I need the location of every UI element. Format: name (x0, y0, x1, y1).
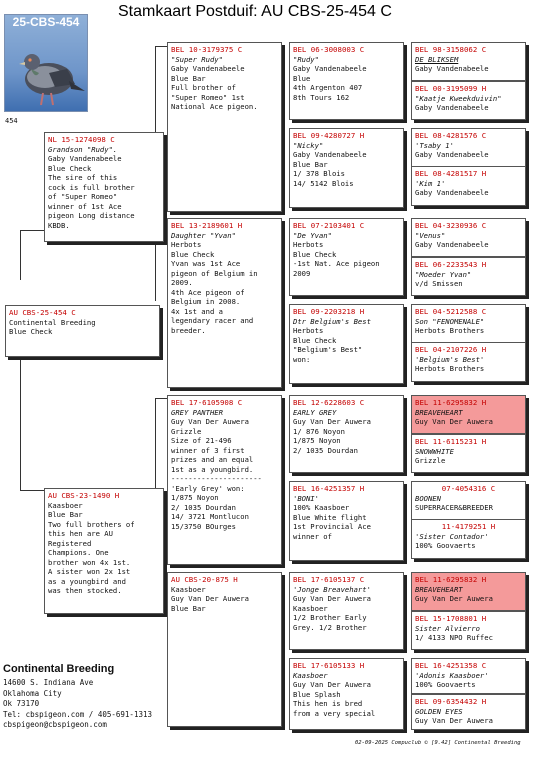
g3-name: 'Tsaby 1' (415, 140, 454, 150)
g2-ring: BEL 00-3195099 H (415, 84, 487, 93)
ssd-line: Gaby Vandenabeele (293, 150, 367, 159)
g13-line: Guy Van Der Auwera (415, 594, 493, 603)
ds-line: 1/875 Noyon (171, 493, 219, 502)
dam-line: Blue Bar (48, 510, 83, 519)
g11-line: SUPERRACER&BREEDER (415, 503, 493, 512)
g14-line: 1/ 4133 NPO Ruffec (415, 633, 493, 642)
sdd-line: Blue Check (293, 335, 337, 345)
connector-sire-h (20, 230, 44, 231)
g3-ring: BEL 08-4281576 C (415, 131, 487, 140)
dd-ring: AU CBS-20-875 H (171, 575, 238, 584)
ssd-ring: BEL 09-4280727 H (293, 131, 365, 140)
ds-line: 1st as a youngbird. (171, 464, 254, 474)
sd-ring: BEL 13-2189601 H (171, 221, 243, 230)
ss-line: Blue Bar (171, 73, 206, 83)
g8-name: 'Belgium's Best' (415, 354, 485, 364)
sire-name: Grandson "Rudy". (48, 144, 118, 154)
subject-line: Continental Breeding (9, 317, 96, 327)
dam-line: Two full brothers of (48, 519, 135, 529)
ssd-line: Blue Bar (293, 159, 328, 169)
g2-line: Gaby Vandenabeele (415, 103, 489, 112)
sd-box (167, 218, 282, 388)
dsd-box (289, 481, 404, 561)
breeder-city: Oklahoma City (3, 688, 62, 698)
sds-line: 2009 (293, 268, 311, 278)
g13-ring: BEL 11-6295832 H (415, 575, 487, 584)
ddd-name: Kaasboer (293, 670, 328, 680)
ssd-box (289, 128, 404, 208)
ddd-line: Guy Van Der Auwera (293, 680, 371, 689)
sdd-name: Dtr Belgium's Best (293, 316, 371, 326)
sss-line: Gaby Vandenabeele (293, 64, 367, 73)
dds-box (289, 572, 404, 650)
sss-line: Blue (293, 73, 311, 83)
dss-ring: BEL 12-6228603 C (293, 398, 365, 407)
dam-line: as a youngbird and (48, 576, 126, 586)
breeder-name: Continental Breeding (3, 663, 115, 675)
sdd-line: won: (293, 354, 311, 364)
dd-box (167, 572, 282, 727)
ss-line: National Ace pigeon. (171, 102, 258, 111)
g16-name: GOLDEN EYES (415, 706, 463, 716)
ds-ring: BEL 17-6105908 C (171, 398, 243, 407)
g15-box (411, 658, 526, 694)
connector-ds-h (155, 398, 167, 399)
sds-ring: BEL 07-2103401 C (293, 221, 365, 230)
sss-box (289, 42, 404, 120)
g7-ring: BEL 04-5212588 C (415, 307, 487, 316)
sd-line: Herbots (171, 240, 202, 249)
sdd-line: "Belgium's Best" (293, 345, 363, 354)
g9-ring: BEL 11-6295832 H (415, 398, 487, 407)
sdd-ring: BEL 09-2203218 H (293, 307, 365, 316)
g11-name: BOONEN (415, 493, 441, 503)
g14-name: Sister Alvierro (415, 623, 480, 633)
ssd-line: 14/ 5142 Blois (293, 178, 354, 188)
ss-box (167, 42, 282, 212)
g6-box (411, 257, 526, 296)
sdd-box (289, 304, 404, 384)
ds-box (167, 395, 282, 565)
dds-line: Kaasboer (293, 603, 328, 613)
sds-line: Blue Check (293, 249, 337, 259)
g13-name: BREAVEHEART (415, 584, 463, 594)
ds-line: 2/ 1035 Dourdan (171, 502, 236, 512)
g6-line: v/d Smissen (415, 279, 463, 288)
g16-box (411, 694, 526, 730)
g12-line: 100% Goovaerts (415, 541, 476, 550)
g2-name: "Kaatje Kweekduivin" (415, 93, 502, 103)
sds-name: "De Yvan" (293, 230, 332, 240)
dds-line: 1/2 Brother Early (293, 613, 367, 622)
ds-line: 'Early Grey' won: (171, 483, 245, 493)
g2-box (411, 81, 526, 120)
ss-name: "Super Rudy" (171, 54, 223, 64)
g8-line: Herbots Brothers (415, 364, 485, 373)
g10-ring: BEL 11-6115231 H (415, 437, 487, 446)
g16-line: Guy Van Der Auwera (415, 716, 493, 725)
g4-ring: BEL 08-4281517 H (415, 169, 487, 178)
ddd-line: from a very special (293, 708, 376, 718)
dam-ring: AU CBS-23-1490 H (48, 491, 120, 500)
g9-line: Guy Van Der Auwera (415, 417, 493, 426)
connector-dam-h (20, 490, 44, 491)
g4-box (411, 166, 526, 206)
g15-line: 100% Goovaerts (415, 680, 476, 689)
g7-line: Herbots Brothers (415, 326, 485, 335)
g1-name: DE BLIKSEM (415, 54, 459, 64)
ssd-name: "Nicky" (293, 140, 324, 150)
g15-name: 'Adonis Kaasboer' (415, 670, 489, 680)
ds-line: Size of 21-496 (171, 436, 232, 445)
sire-line: pigeon Long distance (48, 211, 135, 220)
ds-line: Guy Van Der Auwera (171, 417, 249, 426)
sd-line: breeder. (171, 325, 206, 335)
sire-line: winner of 1st Ace (48, 201, 122, 211)
g10-box (411, 434, 526, 473)
g8-box (411, 342, 526, 382)
dd-line: Blue Bar (171, 603, 206, 613)
dsd-ring: BEL 16-4251357 H (293, 484, 365, 493)
subject-box (5, 305, 160, 357)
g11-ring: 07-4054316 C (441, 484, 496, 493)
sd-name: Daughter "Yvan" (171, 230, 236, 240)
g4-line: Gaby Vandenabeele (415, 188, 489, 197)
photo-number: 454 (5, 117, 18, 125)
dsd-line: winner of (293, 531, 332, 541)
photo-label: 25-CBS-454 (12, 15, 80, 29)
g1-box (411, 42, 526, 81)
g3-line: Gaby Vandenabeele (415, 150, 489, 159)
dsd-line: 1st Provincial Ace (293, 522, 371, 531)
sire-line: KBDB. (48, 220, 70, 230)
dss-line: 2/ 1035 Dourdan (293, 445, 358, 455)
dds-line: Grey. 1/2 Brother (293, 622, 367, 632)
dsd-name: 'BONI' (293, 493, 319, 503)
sd-line: Belgium in 2008. (171, 297, 241, 306)
sss-ring: BEL 06-3008003 C (293, 45, 365, 54)
g4-name: 'Kim 1' (415, 178, 446, 188)
connector-ss-h (155, 46, 167, 47)
g5-ring: BEL 04-3230936 C (415, 221, 487, 230)
ss-ring: BEL 10-3179375 C (171, 45, 243, 54)
sds-line: Herbots (293, 240, 324, 249)
g12-box (411, 519, 526, 559)
dam-box (44, 488, 164, 614)
sdd-line: Herbots (293, 326, 324, 335)
breeder-address: 14600 S. Indiana Ave (3, 678, 94, 687)
pigeon-image (5, 29, 88, 112)
g12-ring: 11-4179251 H (441, 522, 496, 531)
footer: 02-09-2025 Compuclub © [9.42] Continental Breeding (355, 740, 521, 746)
g7-box (411, 304, 526, 343)
sire-box (44, 132, 164, 242)
ddd-line: This hen is bred (293, 699, 363, 708)
g5-line: Gaby Vandenabeele (415, 240, 489, 249)
sss-line: 4th Argenton 407 (293, 83, 363, 92)
ds-line: Grizzle (171, 426, 202, 436)
dsd-line: Blue White flight (293, 512, 367, 522)
breeder-email: cbspigeon@cbspigeon.com (3, 720, 107, 729)
dsd-line: 100% Kaasboer (293, 503, 350, 512)
g12-name: 'Sister Contador' (415, 531, 489, 541)
sd-line: pigeon of Belgium in (171, 268, 258, 278)
dam-line: A sister won 2x 1st (48, 567, 131, 576)
dss-line: 1/ 876 Noyon (293, 426, 345, 436)
g9-box (411, 395, 526, 434)
connector-subject (20, 230, 21, 280)
ds-name: GREY PANTHER (171, 407, 223, 417)
sd-line: 4th Ace pigeon of (171, 287, 245, 297)
g10-name: SNOWWHITE (415, 446, 454, 456)
g3-box (411, 128, 526, 167)
g13-box (411, 572, 526, 611)
sd-line: legendary racer and (171, 316, 254, 325)
dss-line: 1/875 Noyon (293, 436, 341, 445)
dam-line: Registered (48, 538, 92, 548)
g9-name: BREAVEHEART (415, 407, 463, 417)
dss-line: Guy Van Der Auwera (293, 417, 371, 426)
g7-name: Son "FENOMENALE" (415, 316, 485, 326)
connector-subject-dam (20, 355, 21, 490)
ddd-ring: BEL 17-6105133 H (293, 661, 365, 670)
sds-line: -1st Nat. Ace pigeon (293, 259, 380, 268)
breeder-info (3, 662, 173, 731)
ss-line: "Super Romeo" 1st (171, 92, 245, 102)
subject-ring: AU CBS-25-454 C (9, 308, 76, 317)
ddd-line: Blue Splash (293, 689, 341, 699)
g5-name: "Venus" (415, 230, 446, 240)
g10-line: Grizzle (415, 456, 446, 465)
dds-line: Guy Van Der Auwera (293, 594, 371, 603)
sd-line: 4x 1st and a (171, 306, 223, 316)
g5-box (411, 218, 526, 257)
sd-line: Yvan was 1st Ace (171, 259, 241, 268)
dss-box (289, 395, 404, 473)
ds-line: prizes and an equal (171, 455, 254, 464)
g1-ring: BEL 98-3158062 C (415, 45, 487, 54)
sire-ring: NL 15-1274098 C (48, 135, 115, 144)
ddd-box (289, 658, 404, 730)
dd-line: Guy Van Der Auwera (171, 594, 249, 603)
dd-line: Kaasboer (171, 584, 206, 594)
sd-line: 2009. (171, 278, 193, 287)
sd-line: Blue Check (171, 249, 215, 259)
breeder-state: Ok 73170 (3, 699, 40, 708)
dds-ring: BEL 17-6105137 C (293, 575, 365, 584)
ss-line: Full brother of (171, 83, 236, 92)
g14-box (411, 611, 526, 650)
sss-name: "Rudy" (293, 54, 319, 64)
g1-line: Gaby Vandenabeele (415, 64, 489, 73)
g6-name: "Moeder Yvan" (415, 269, 472, 279)
dam-line: was then stocked. (48, 586, 122, 595)
dam-line: brother won 4x 1st. (48, 557, 131, 567)
ds-line: 15/3750 BOurges (171, 521, 236, 531)
pigeon-photo (4, 14, 88, 112)
ds-line: 14/ 3721 Montlucon (171, 512, 249, 521)
g11-box (411, 481, 526, 520)
dam-line: Kaasboer (48, 500, 83, 510)
dam-line: Champions. One (48, 548, 109, 557)
dam-line: this hen are AU (48, 529, 113, 538)
ds-line: winner of 3 first (171, 445, 245, 455)
ssd-line: 1/ 378 Blois (293, 169, 345, 178)
sds-box (289, 218, 404, 296)
dss-name: EARLY GREY (293, 407, 337, 417)
sss-line: 8th Tours 162 (293, 92, 350, 102)
sire-line: The sire of this (48, 173, 118, 182)
g8-ring: BEL 04-2107226 H (415, 345, 487, 354)
ds-line: --------------------- (171, 474, 262, 483)
sire-line: Gaby Vandenabeele (48, 154, 122, 163)
sire-line: Blue Check (48, 163, 92, 173)
subject-line: Blue Check (9, 327, 53, 336)
sire-line: cock is full brother (48, 182, 135, 192)
g16-ring: BEL 09-6354432 H (415, 697, 487, 706)
page-title: Stamkaart Postduif: AU CBS-25-454 C (118, 3, 392, 20)
g6-ring: BEL 06-2233543 H (415, 260, 487, 269)
dds-name: 'Jonge Breavehart' (293, 584, 371, 594)
sire-line: of "Super Romeo" (48, 192, 118, 201)
ss-line: Gaby Vandenabeele (171, 64, 245, 73)
g14-ring: BEL 15-1708801 H (415, 614, 487, 623)
g15-ring: BEL 16-4251358 C (415, 661, 487, 670)
breeder-phone: Tel: cbspigeon.com / 405-691-1313 (3, 709, 153, 719)
